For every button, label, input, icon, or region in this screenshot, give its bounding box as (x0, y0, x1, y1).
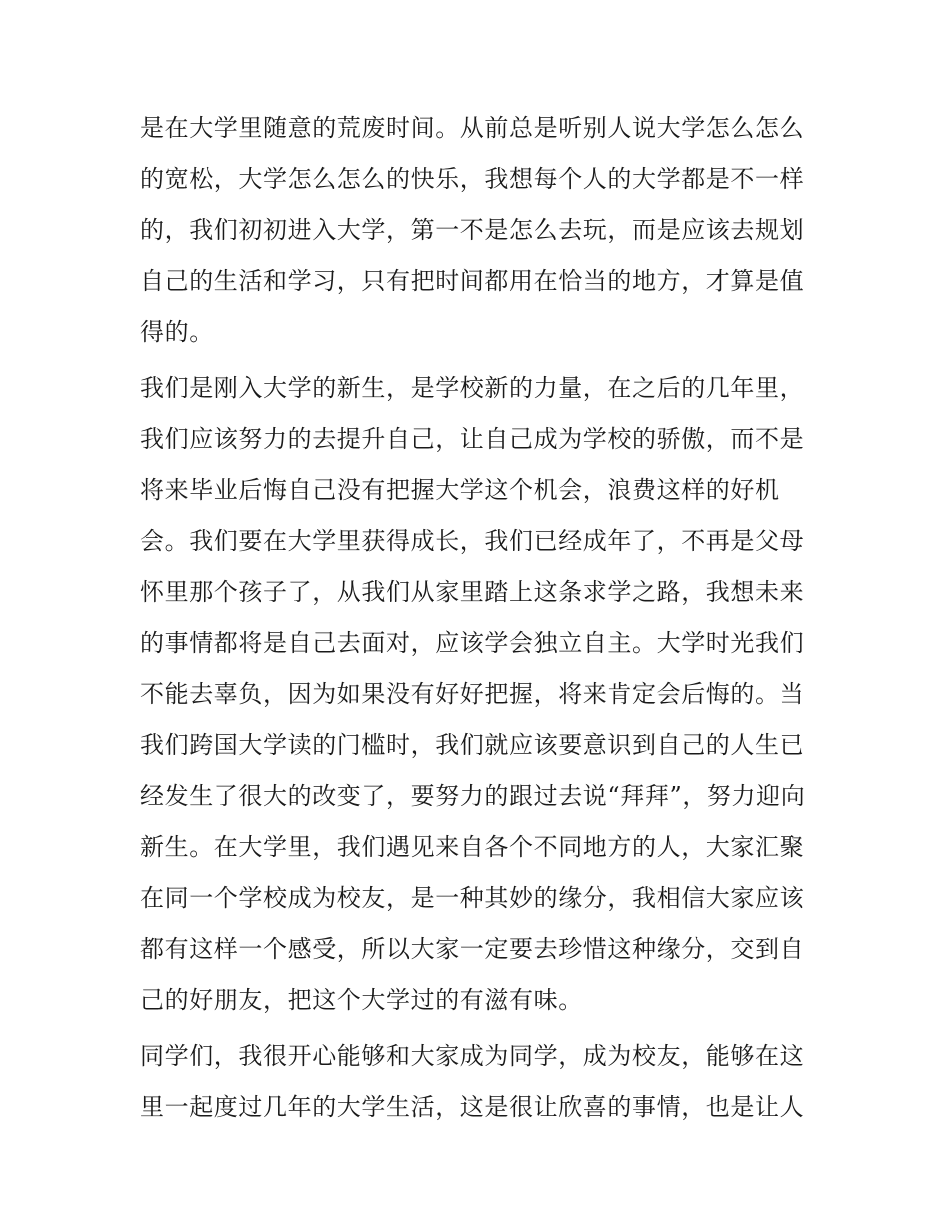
text-line: 的宽松，大学怎么怎么的快乐，我想每个人的大学都是不一样 (140, 165, 805, 193)
text-line: 我们跨国大学读的门槛时，我们就应该要意识到自己的人生已 (140, 731, 805, 759)
text-line: 的，我们初初进入大学，第一不是怎么去玩，而是应该去规划 (140, 216, 805, 244)
text-line: 经发生了很大的改变了，要努力的跟过去说“拜拜”，努力迎向 (140, 782, 806, 810)
text-line: 怀里那个孩子了，从我们从家里踏上这条求学之路，我想未来 (140, 578, 805, 606)
text-line: 自己的生活和学习，只有把时间都用在恰当的地方，才算是值 (140, 267, 805, 295)
text-line: 得的。 (140, 318, 214, 346)
text-line: 在同一个学校成为校友，是一种其妙的缘分，我相信大家应该 (140, 884, 805, 912)
text-line: 新生。在大学里，我们遇见来自各个不同地方的人，大家汇聚 (140, 833, 805, 861)
paragraph-1 (140, 106, 812, 366)
text-line: 己的好朋友，把这个大学过的有滋有味。 (140, 986, 583, 1014)
paragraph-2 (140, 366, 812, 1034)
text-line: 同学们，我很开心能够和大家成为同学，成为校友，能够在这 (140, 1042, 805, 1070)
text-line: 里一起度过几年的大学生活，这是很让欣喜的事情，也是让人 (140, 1093, 805, 1121)
text-line: 是在大学里随意的荒废时间。从前总是听别人说大学怎么怎么 (140, 114, 805, 142)
text-line: 将来毕业后悔自己没有把握大学这个机会，浪费这样的好机 (140, 476, 780, 504)
text-line: 的事情都将是自己去面对，应该学会独立自主。大学时光我们 (140, 629, 805, 657)
body-text (140, 106, 812, 1136)
text-line: 我们应该努力的去提升自己，让自己成为学校的骄傲，而不是 (140, 425, 805, 453)
text-line: 不能去辜负，因为如果没有好好把握，将来肯定会后悔的。当 (140, 680, 805, 708)
text-line: 我们是刚入大学的新生，是学校新的力量，在之后的几年里， (140, 374, 805, 402)
text-line: 都有这样一个感受，所以大家一定要去珍惜这种缘分，交到自 (140, 935, 805, 963)
paragraph-3 (140, 1034, 812, 1136)
text-line: 会。我们要在大学里获得成长，我们已经成年了，不再是父母 (140, 527, 805, 555)
